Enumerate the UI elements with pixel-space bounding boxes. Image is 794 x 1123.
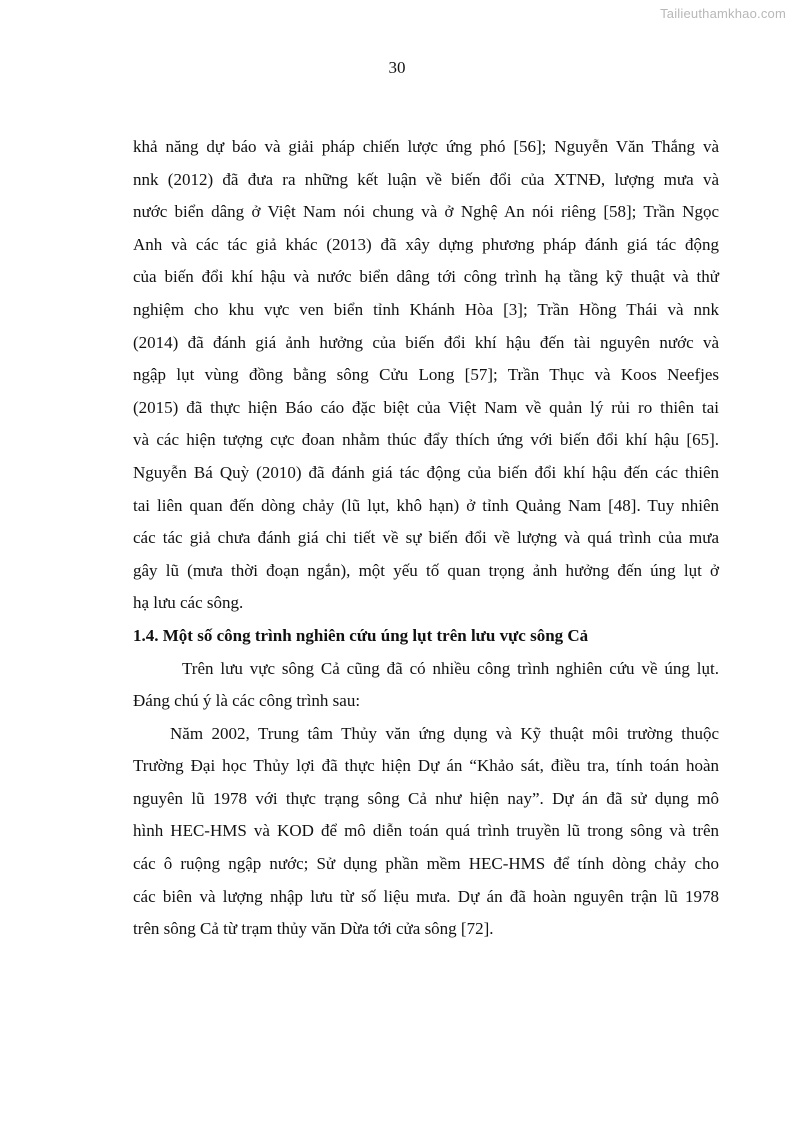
- text-line: nnk (2012) đã đưa ra những kết luận về biến đổi của XTNĐ, lượng mưa và: [133, 169, 719, 189]
- text-line: và các hiện tượng cực đoan nhằm thúc đẩy thích ứng với biến đổi khí hậu [65].: [133, 430, 719, 450]
- text-line: của biến đổi khí hậu và nước biển dâng tới công trình hạ tầng kỹ thuật và thử: [133, 267, 719, 287]
- section-heading: 1.4. Một số công trình nghiên cứu úng lụt trên lưu vực sông Cả: [133, 625, 589, 645]
- text-line: hình HEC-HMS và KOD để mô diễn toán quá trình truyền lũ trong sông và trên: [133, 821, 719, 841]
- text-line: khả năng dự báo và giải pháp chiến lược ứng phó [56]; Nguyễn Văn Thắng và: [133, 137, 719, 156]
- text-line: các ô ruộng ngập nước; Sử dụng phần mềm HEC-HMS để tính dòng chảy cho: [133, 854, 719, 874]
- text-line: tai liên quan đến dòng chảy (lũ lụt, khô hạn) ở tỉnh Quảng Nam [48]. Tuy nhiên: [133, 495, 719, 515]
- text-line: Anh và các tác giả khác (2013) đã xây dựng phương pháp đánh giá tác động: [133, 234, 719, 254]
- text-line: ngập lụt vùng đồng bằng sông Cửu Long [57]; Trần Thục và Koos Neefjes: [133, 365, 719, 385]
- text-line: trên sông Cả từ trạm thủy văn Dừa tới cửa sông [72].: [133, 919, 494, 939]
- text-line: các tác giả chưa đánh giá chi tiết về sự biến đổi về lượng và quá trình của mưa: [133, 528, 719, 548]
- text-line: các biên và lượng nhập lưu từ số liệu mưa. Dự án đã hoàn nguyên trận lũ 1978: [133, 886, 719, 906]
- page-body: [133, 131, 719, 946]
- text-line: hạ lưu các sông.: [133, 593, 244, 613]
- watermark: Tailieuthamkhao.com: [660, 6, 786, 21]
- text-line: (2015) đã thực hiện Báo cáo đặc biệt của Việt Nam về quản lý rủi ro thiên tai: [133, 397, 719, 417]
- paragraph: [133, 131, 719, 620]
- text-line: Đáng chú ý là các công trình sau:: [133, 691, 361, 711]
- text-line: Năm 2002, Trung tâm Thủy văn ứng dụng và Kỹ thuật môi trường thuộc: [170, 723, 719, 743]
- paragraph: [133, 653, 719, 718]
- text-line: (2014) đã đánh giá ảnh hưởng của biến đổi khí hậu đến tài nguyên nước và: [133, 332, 719, 352]
- text-line: gây lũ (mưa thời đoạn ngắn), một yếu tố quan trọng ảnh hưởng đến úng lụt ở: [133, 560, 719, 580]
- paragraph: [133, 718, 719, 946]
- text-line: nguyên lũ 1978 với thực trạng sông Cả như hiện nay”. Dự án đã sử dụng mô: [133, 788, 719, 808]
- text-line: Trường Đại học Thủy lợi đã thực hiện Dự án “Khảo sát, điều tra, tính toán hoàn: [133, 756, 719, 776]
- text-line: Trên lưu vực sông Cả cũng đã có nhiều công trình nghiên cứu về úng lụt.: [182, 658, 719, 678]
- text-line: nước biển dâng ở Việt Nam nói chung và ở Nghệ An nói riêng [58]; Trần Ngọc: [133, 202, 719, 222]
- text-line: Nguyễn Bá Quỳ (2010) đã đánh giá tác động của biến đổi khí hậu đến các thiên: [133, 462, 719, 482]
- text-line: nghiệm cho khu vực ven biển tỉnh Khánh Hòa [3]; Trần Hồng Thái và nnk: [133, 299, 719, 319]
- page-number: 30: [388, 58, 406, 77]
